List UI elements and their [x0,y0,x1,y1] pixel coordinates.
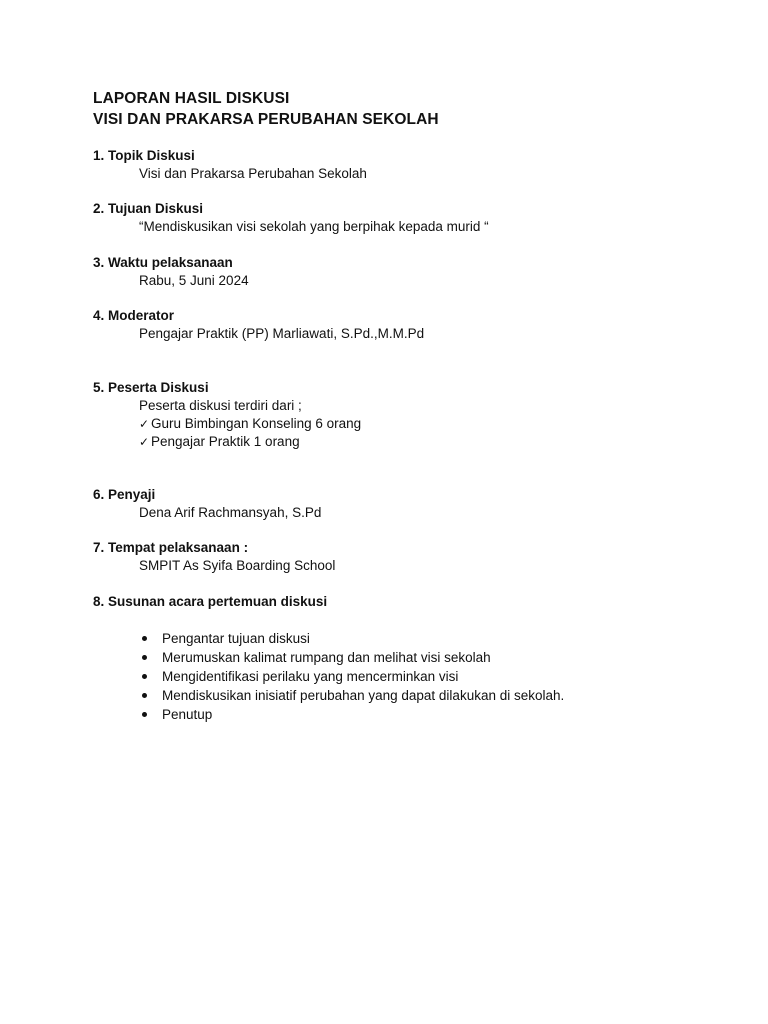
participant-item [139,433,361,451]
section-heading: 4. Moderator [93,308,175,323]
list-item [139,667,564,686]
bullet-icon [142,655,147,660]
section-waktu [93,254,249,290]
agenda-item-label: Pengantar tujuan diskusi [162,631,310,646]
section-moderator [93,307,424,343]
bullet-icon [142,712,147,717]
section-text: SMPIT As Syifa Boarding School [139,558,336,573]
list-item [139,686,564,705]
bullet-icon [142,674,147,679]
bullet-icon [142,636,147,641]
section-tujuan [93,200,489,236]
participant-label: Guru Bimbingan Konseling 6 orang [151,416,362,431]
bullet-icon [142,693,147,698]
section-heading: 6. Penyaji [93,487,156,502]
section-susunan [93,593,327,611]
section-heading: 5. Peserta Diskusi [93,380,209,395]
section-text: Peserta diskusi terdiri dari ; [139,398,302,413]
section-text: Pengajar Praktik (PP) Marliawati, S.Pd.,M.M.Pd [139,326,425,341]
section-text: Rabu, 5 Juni 2024 [139,273,249,288]
title-line-2: VISI DAN PRAKARSA PERUBAHAN SEKOLAH [93,111,439,128]
section-heading: 7. Tempat pelaksanaan : [93,540,249,555]
check-icon: ✓ [139,417,150,431]
check-icon: ✓ [139,435,150,449]
agenda-item-label: Mendiskusikan inisiatif perubahan yang dapat dilakukan di sekolah. [162,688,565,703]
section-topik [93,147,367,183]
section-tempat [93,539,335,575]
section-peserta [93,379,361,451]
agenda-list [139,629,564,724]
document-title [93,88,439,130]
section-text: Visi dan Prakarsa Perubahan Sekolah [139,166,367,181]
section-text: Dena Arif Rachmansyah, S.Pd [139,505,322,520]
title-line-1: LAPORAN HASIL DISKUSI [93,90,290,107]
section-text: “Mendiskusikan visi sekolah yang berpihak kepada murid “ [139,219,489,234]
list-item [139,648,564,667]
section-heading: 1. Topik Diskusi [93,148,195,163]
section-heading: 8. Susunan acara pertemuan diskusi [93,594,328,609]
section-penyaji [93,486,321,522]
section-heading: 3. Waktu pelaksanaan [93,255,233,270]
agenda-item-label: Merumuskan kalimat rumpang dan melihat visi sekolah [162,650,491,665]
agenda-item-label: Mengidentifikasi perilaku yang mencerminkan visi [162,669,459,684]
agenda-item-label: Penutup [162,707,213,722]
section-heading: 2. Tujuan Diskusi [93,201,204,216]
participant-label: Pengajar Praktik 1 orang [151,434,300,449]
list-item [139,705,564,724]
participant-item [139,415,361,433]
list-item [139,629,564,648]
